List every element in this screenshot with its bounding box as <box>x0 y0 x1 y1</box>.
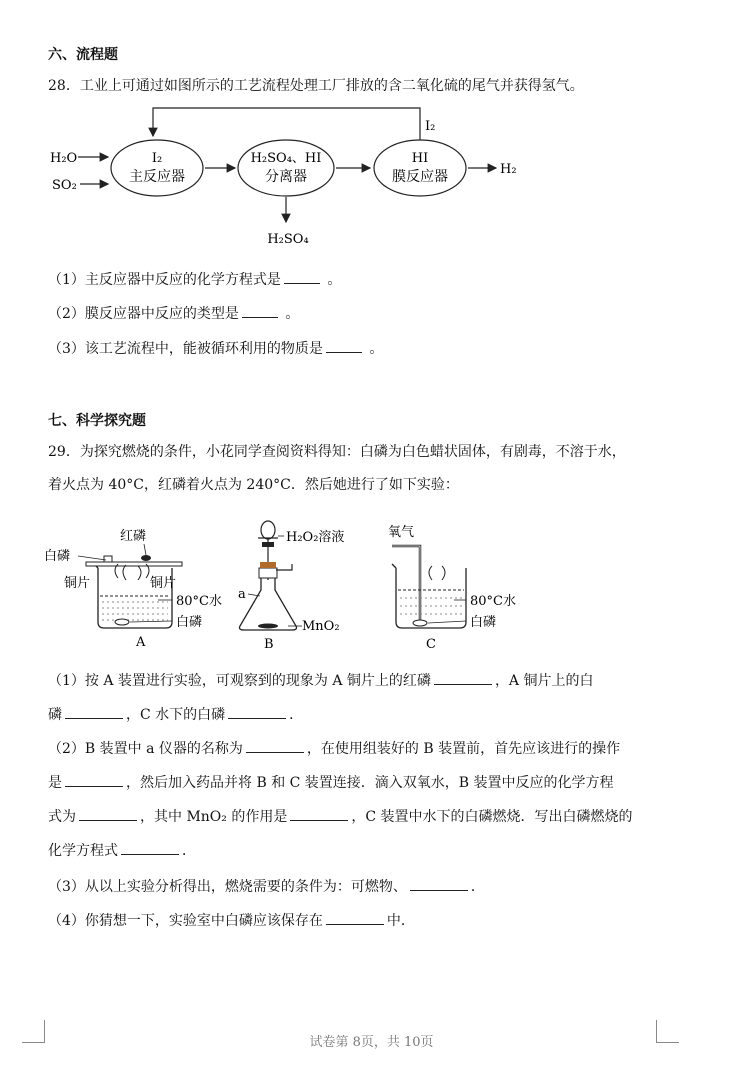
separator-line1: H₂SO₄、HI <box>250 151 322 166</box>
a-label: A <box>136 635 146 650</box>
q29-part3: （3）从以上实验分析得出，燃烧需要的条件为：可燃物、 ． <box>48 876 485 896</box>
question-28-stem: 28．工业上可通过如图所示的工艺流程处理工厂排放的含二氧化硫的尾气并获得氢气。 <box>48 78 584 94</box>
output-h2: H₂ <box>500 162 517 177</box>
apparatus-b <box>238 521 344 650</box>
q29-part4: （4）你猜想一下，实验室中白磷应该保存在 中． <box>48 910 415 930</box>
q29-part2-line4: 化学方程式 ． <box>48 840 196 860</box>
membrane-reactor-line2: 膜反应器 <box>392 169 448 185</box>
answer-blank[interactable] <box>242 303 278 318</box>
q29-part1-line1: （1）按 A 装置进行实验，可观察到的现象为 A 铜片上的红磷 ，A 铜片上的白 <box>48 670 594 690</box>
output-h2so4: H₂SO₄ <box>267 232 309 247</box>
answer-blank[interactable] <box>79 806 137 821</box>
q28-sub3: （3）该工艺流程中，能被循环利用的物质是 。 <box>48 338 383 358</box>
input-h2o: H₂O <box>50 151 78 166</box>
q28-sub1: （1）主反应器中反应的化学方程式是 。 <box>48 269 341 289</box>
c-label: C <box>426 637 436 650</box>
b-a-label: a <box>238 587 246 602</box>
answer-blank[interactable] <box>434 670 492 685</box>
q29-part2-line2: 是 ，然后加入药品并将 B 和 C 装置连接．滴入双氧水，B 装置中反应的化学方程 <box>48 772 614 792</box>
section-title-6: 六、流程题 <box>48 47 118 63</box>
apparatus-figure <box>40 518 520 650</box>
answer-blank[interactable] <box>65 772 123 787</box>
a-white-p-bottom-label: 白磷 <box>176 615 203 630</box>
question-29-stem-line1: 29．为探究燃烧的条件，小花同学查阅资料得知：白磷为白色蜡状固体，有剧毒，不溶于水， <box>48 444 626 460</box>
b-mno2-label: MnO₂ <box>302 619 340 634</box>
a-white-p-top-label: 白磷 <box>44 549 71 564</box>
b-solution-label: H₂O₂溶液 <box>286 530 345 545</box>
q28-sub2: （2）膜反应器中反应的类型是 。 <box>48 303 299 323</box>
input-so2: SO₂ <box>52 178 77 193</box>
separator-node <box>238 140 334 196</box>
membrane-reactor-line1: HI <box>411 151 429 166</box>
section-title-7: 七、科学探究题 <box>48 413 146 429</box>
a-copper-left-label: 铜片 <box>64 576 91 591</box>
membrane-reactor-node <box>374 140 466 196</box>
main-reactor-node <box>111 140 203 196</box>
question-29-stem-line2: 着火点为 40°C，红磷着火点为 240°C．然后她进行了如下实验： <box>48 477 459 493</box>
q29-part2-line3: 式为 ，其中 MnO₂ 的作用是 ，C 装置中水下的白磷燃烧．写出白磷燃烧的 <box>48 806 633 826</box>
c-white-p-label: 白磷 <box>470 615 497 630</box>
process-flow-diagram <box>40 100 580 260</box>
answer-blank[interactable] <box>410 876 468 891</box>
a-red-p-label: 红磷 <box>120 529 147 544</box>
recycle-i2: I₂ <box>425 119 436 134</box>
c-water-label: 80°C水 <box>470 594 516 609</box>
q29-part2-line1: （2）B 装置中 a 仪器的名称为 ，在使用组装好的 B 装置前，首先应该进行的操作 <box>48 738 620 758</box>
answer-blank[interactable] <box>246 738 304 753</box>
c-oxygen-label: 氧气 <box>388 525 415 540</box>
b-label: B <box>264 637 274 650</box>
answer-blank[interactable] <box>326 338 362 353</box>
page-footer: 试卷第 8页，共 10页 <box>309 1035 434 1050</box>
separator-line2: 分离器 <box>265 169 307 185</box>
main-reactor-line2: 主反应器 <box>129 169 185 185</box>
a-copper-right-label: 铜片 <box>150 576 177 591</box>
answer-blank[interactable] <box>65 704 123 719</box>
answer-blank[interactable] <box>290 806 348 821</box>
answer-blank[interactable] <box>326 910 384 925</box>
answer-blank[interactable] <box>121 840 179 855</box>
main-reactor-line1: I₂ <box>151 151 163 166</box>
answer-blank[interactable] <box>228 704 286 719</box>
apparatus-c <box>388 525 516 650</box>
a-water-label: 80°C水 <box>176 594 222 609</box>
answer-blank[interactable] <box>284 269 320 284</box>
q29-part1-line2: 磷 ，C 水下的白磷 ． <box>48 704 303 724</box>
apparatus-a <box>44 528 222 650</box>
